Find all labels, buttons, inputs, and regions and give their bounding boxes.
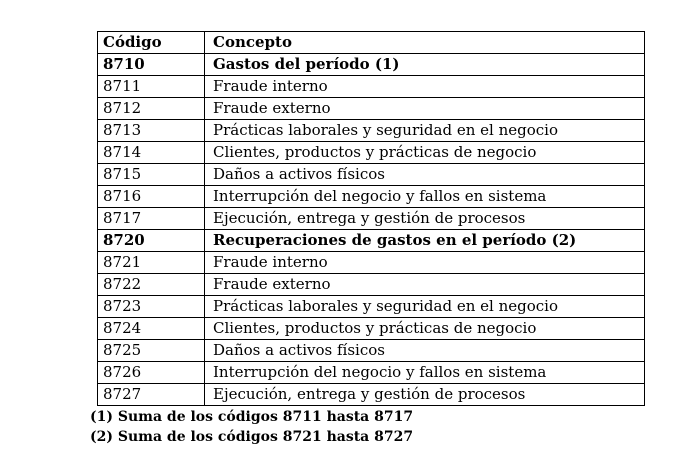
footnotes [90,407,645,447]
row-concept: Interrupción del negocio y fallos en sistema [205,186,645,208]
footnote-2: (2) Suma de los códigos 8721 hasta 8727 [90,429,414,445]
row-concept: Ejecución, entrega y gestión de procesos [205,208,645,230]
row-concept: Daños a activos físicos [205,340,645,362]
table-row [98,362,645,384]
row-code: 8712 [98,98,205,120]
table-row [98,208,645,230]
row-code: 8725 [98,340,205,362]
table-row [98,120,645,142]
row-code: 8714 [98,142,205,164]
row-code: 8721 [98,252,205,274]
table-row [98,318,645,340]
row-code: 8727 [98,384,205,406]
header-concept: Concepto [205,32,645,54]
table-row [98,164,645,186]
row-concept: Prácticas laborales y seguridad en el negocio [205,120,645,142]
table-row [98,340,645,362]
row-concept: Fraude externo [205,98,645,120]
row-code: 8715 [98,164,205,186]
row-code: 8716 [98,186,205,208]
footnote-1: (1) Suma de los códigos 8711 hasta 8717 [90,409,414,425]
row-concept: Gastos del período (1) [205,54,645,76]
header-code: Código [98,32,205,54]
row-code: 8720 [98,230,205,252]
table-row [98,252,645,274]
table-body [98,54,645,406]
row-concept: Recuperaciones de gastos en el período (2) [205,230,645,252]
table-row [98,384,645,406]
row-code: 8722 [98,274,205,296]
table-row [98,230,645,252]
row-code: 8724 [98,318,205,340]
row-concept: Fraude interno [205,252,645,274]
row-code: 8710 [98,54,205,76]
row-concept: Prácticas laborales y seguridad en el negocio [205,296,645,318]
table-row [98,142,645,164]
table-row [98,186,645,208]
row-concept: Clientes, productos y prácticas de negocio [205,142,645,164]
row-code: 8713 [98,120,205,142]
table-row [98,98,645,120]
row-code: 8723 [98,296,205,318]
row-concept: Clientes, productos y prácticas de negocio [205,318,645,340]
row-concept: Ejecución, entrega y gestión de procesos [205,384,645,406]
document-content [90,31,645,447]
table-row [98,274,645,296]
table-row [98,76,645,98]
table-row [98,54,645,76]
row-concept: Interrupción del negocio y fallos en sistema [205,362,645,384]
row-code: 8726 [98,362,205,384]
codes-table [97,31,645,406]
row-code: 8717 [98,208,205,230]
row-concept: Daños a activos físicos [205,164,645,186]
row-code: 8711 [98,76,205,98]
row-concept: Fraude interno [205,76,645,98]
table-row [98,296,645,318]
row-concept: Fraude externo [205,274,645,296]
table-header-row [98,32,645,54]
